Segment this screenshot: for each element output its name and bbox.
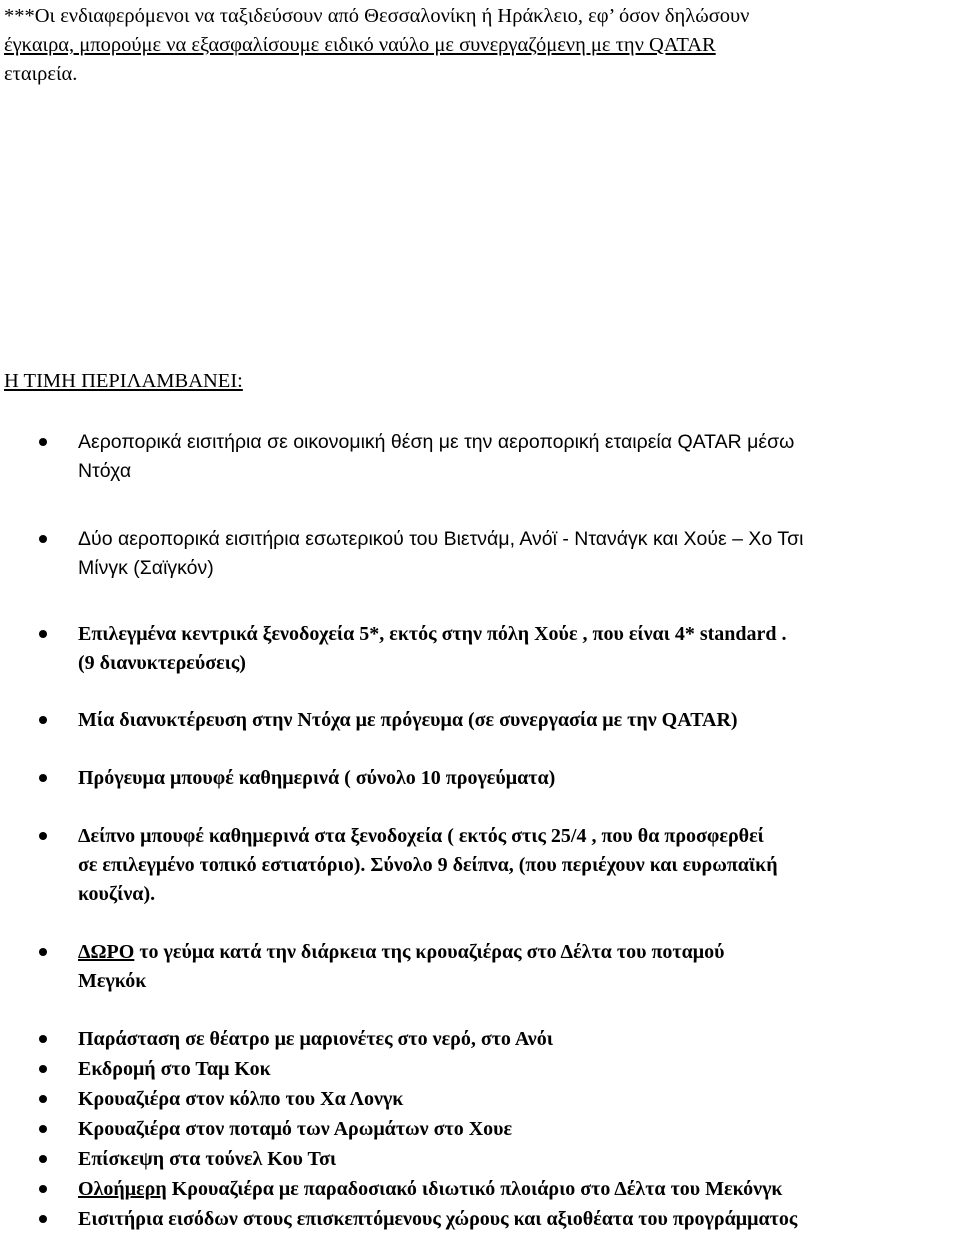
intro-line-1: ***Οι ενδιαφερόμενοι να ταξιδεύσουν από Θεσσαλονίκη ή Ηράκλειο, εφ’ όσον δηλώσουν (4, 5, 750, 27)
list-item-line: Αεροπορικά εισιτήρια σε οικονομική θέση με την αεροπορική εταιρεία QATAR μέσω (78, 431, 795, 453)
bullet-icon (39, 1035, 47, 1043)
list-item-text (78, 620, 958, 678)
bullet-icon (39, 438, 47, 446)
list-item-line: Μεγκόκ (78, 970, 147, 992)
list-item-text (78, 938, 958, 996)
bullet-icon (39, 535, 47, 543)
full-day-label: Ολοήμερη (78, 1178, 167, 1200)
list-item-text: Εκδρομή στο Ταμ Κοκ (78, 1058, 271, 1080)
list-item-text (78, 822, 958, 909)
list-item-line: Μία διανυκτέρευση στην Ντόχα με πρόγευμα (σε συνεργασία με την QATAR) (78, 709, 738, 731)
list-item-text: Επίσκεψη στα τούνελ Κου Τσι (78, 1148, 337, 1170)
gift-text: το γεύμα κατά την διάρκεια της κρουαζιέρας στο Δέλτα του ποταμού (134, 941, 725, 963)
list-item-line: Δείπνο μπουφέ καθημερινά στα ξενοδοχεία ( εκτός στις 25/4 , που θα προσφερθεί (78, 825, 764, 847)
bullet-icon (39, 1185, 47, 1193)
bullet-icon (39, 1125, 47, 1133)
bullet-icon (39, 1215, 47, 1223)
list-item-text (78, 706, 958, 735)
bullet-icon (39, 1065, 47, 1073)
list-item-line: Επιλεγμένα κεντρικά ξενοδοχεία 5*, εκτός στην πόλη Χούε , που είναι 4* standard . (78, 623, 787, 645)
list-item-line: Πρόγευμα μπουφέ καθημερινά ( σύνολο 10 προγεύματα) (78, 767, 556, 789)
list-item-line: σε επιλεγμένο τοπικό εστιατόριο). Σύνολο 9 δείπνα, (που περιέχουν και ευρωπαϊκή (78, 854, 778, 876)
gift-label: ΔΩΡΟ (78, 941, 135, 963)
list-item-line (78, 938, 958, 967)
intro-line-3: εταιρεία. (4, 63, 78, 85)
list-item-text: Εισιτήρια εισόδων στους επισκεπτόμενους χώρους και αξιοθέατα του προγράμματος (78, 1208, 798, 1230)
list-item-text (78, 525, 958, 583)
bullet-icon (39, 1155, 47, 1163)
bullet-icon (39, 774, 47, 782)
list-item-text (78, 1175, 958, 1204)
bullet-icon (39, 630, 47, 638)
list-item-line: Δύο αεροπορικά εισιτήρια εσωτερικού του Βιετνάμ, Ανόϊ - Ντανάγκ και Χούε – Χο Τσι (78, 528, 804, 550)
list-item-line: κουζίνα). (78, 883, 156, 905)
intro-line-2 (4, 31, 954, 60)
list-item-text: Κρουαζιέρα στον ποταμό των Αρωμάτων στο Χουε (78, 1118, 513, 1140)
section-heading: Η ΤΙΜΗ ΠΕΡΙΛΑΜΒΑΝΕΙ: (4, 370, 243, 392)
bullet-icon (39, 1095, 47, 1103)
list-item-line: (9 διανυκτερεύσεις) (78, 652, 246, 674)
list-item-text (78, 764, 958, 793)
list-item-text: Παράσταση σε θέατρο με μαριονέτες στο νερό, στο Ανόι (78, 1028, 553, 1050)
intro-line-2-text: έγκαιρα, μπορούμε να εξασφαλίσουμε ειδικό ναύλο με συνεργαζόμενη με την QATAR (4, 34, 716, 56)
list-item-text: Κρουαζιέρα στον κόλπο του Χα Λονγκ (78, 1088, 404, 1110)
bullet-icon (39, 832, 47, 840)
list-item-text (78, 428, 958, 486)
full-day-text: Κρουαζιέρα με παραδοσιακό ιδιωτικό πλοιάριο στο Δέλτα του Μεκόνγκ (166, 1178, 783, 1200)
bullet-icon (39, 948, 47, 956)
intro-paragraph (4, 2, 954, 89)
list-item-line: Ντόχα (78, 460, 132, 482)
list-item-line: Μίνγκ (Σαϊγκόν) (78, 557, 214, 579)
bullet-icon (39, 716, 47, 724)
